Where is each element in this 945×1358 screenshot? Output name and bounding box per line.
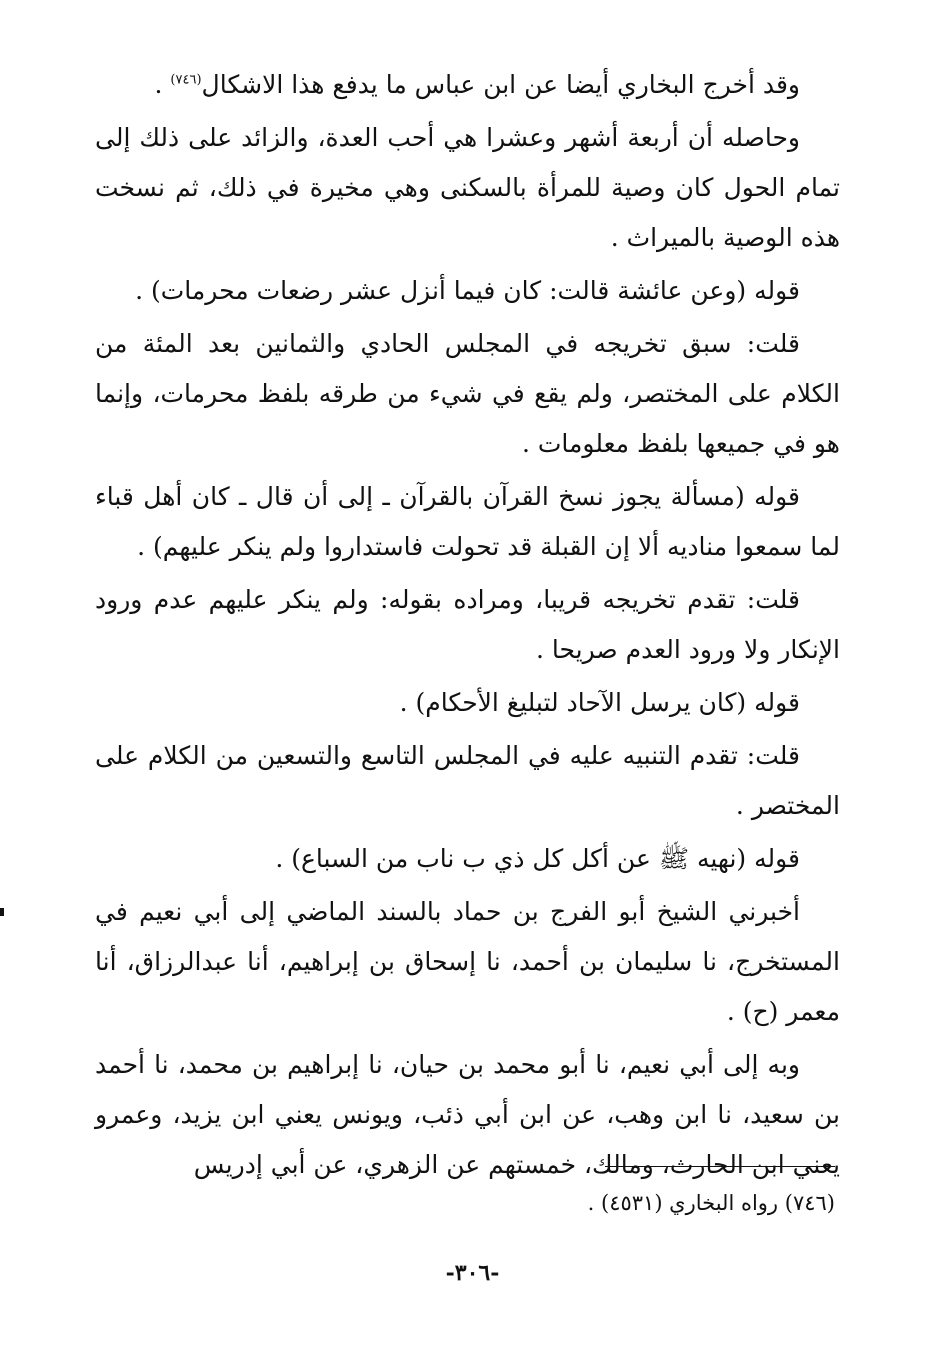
- footnote-marker[interactable]: (٧٤٦): [170, 72, 202, 88]
- paragraph-7: قوله (كان يرسل الآحاد لتبليغ الأحكام) .: [399, 688, 800, 717]
- page-body: [95, 60, 840, 1193]
- page-number: -٣٠٦-: [445, 1260, 500, 1286]
- footnote: (٧٤٦) رواه البخاري (٤٥٣١) .: [587, 1191, 835, 1215]
- paragraph-8: قلت: تقدم التنبيه عليه في المجلس التاسع والتسعين من الكلام على المختصر .: [95, 741, 840, 820]
- paragraph-2: وحاصله أن أربعة أشهر وعشرا هي أحب العدة، والزائد على ذلك إلى تمام الحول كان وصية للمرأة بالسكنى وهي مخيرة في ذلك، ثم نسخت هذه الوصية بالميراث .: [95, 123, 840, 252]
- paragraph-1-suffix: .: [154, 70, 171, 99]
- footnote-divider: [605, 1166, 835, 1167]
- paragraph-10: أخبرني الشيخ أبو الفرج بن حماد بالسند الماضي إلى أبي نعيم في المستخرج، نا سليمان بن أحمد، نا إسحاق بن إبراهيم، أنا عبدالرزاق، أنا معمر (ح) .: [95, 897, 840, 1026]
- paragraph-5: قوله (مسألة يجوز نسخ القرآن بالقرآن ـ إلى أن قال ـ كان أهل قباء لما سمعوا مناديه ألا إن القبلة قد تحولت فاستداروا ولم ينكر عليهم) .: [95, 482, 840, 561]
- paragraph-6: قلت: تقدم تخريجه قريبا، ومراده بقوله: ولم ينكر عليهم عدم ورود الإنكار ولا ورود العدم صريحا .: [95, 585, 840, 664]
- paragraph-1-text: وقد أخرج البخاري أيضا عن ابن عباس ما يدفع هذا الاشكال: [201, 70, 800, 99]
- paragraph-11: وبه إلى أبي نعيم، نا أبو محمد بن حيان، نا إبراهيم بن محمد، نا أحمد بن سعيد، نا ابن وهب، عن ابن أبي ذئب، ويونس يعني ابن يزيد، وعمرو يعني ابن الحارث، ومالك، خمستهم عن الزهري، عن أبي إدريس: [95, 1050, 840, 1179]
- paragraph-1: [95, 60, 840, 110]
- paragraph-9: قوله (نهيه ﷺ عن أكل كل ذي ب ناب من السباع) .: [275, 844, 800, 873]
- paragraph-3: قوله (وعن عائشة قالت: كان فيما أنزل عشر رضعات محرمات) .: [135, 276, 800, 305]
- paragraph-4: قلت: سبق تخريجه في المجلس الحادي والثمانين بعد المئة من الكلام على المختصر، ولم يقع في شيء من طرقه بلفظ محرمات، وإنما هو في جميعها بلفظ معلومات .: [95, 329, 840, 458]
- margin-mark: [0, 908, 4, 916]
